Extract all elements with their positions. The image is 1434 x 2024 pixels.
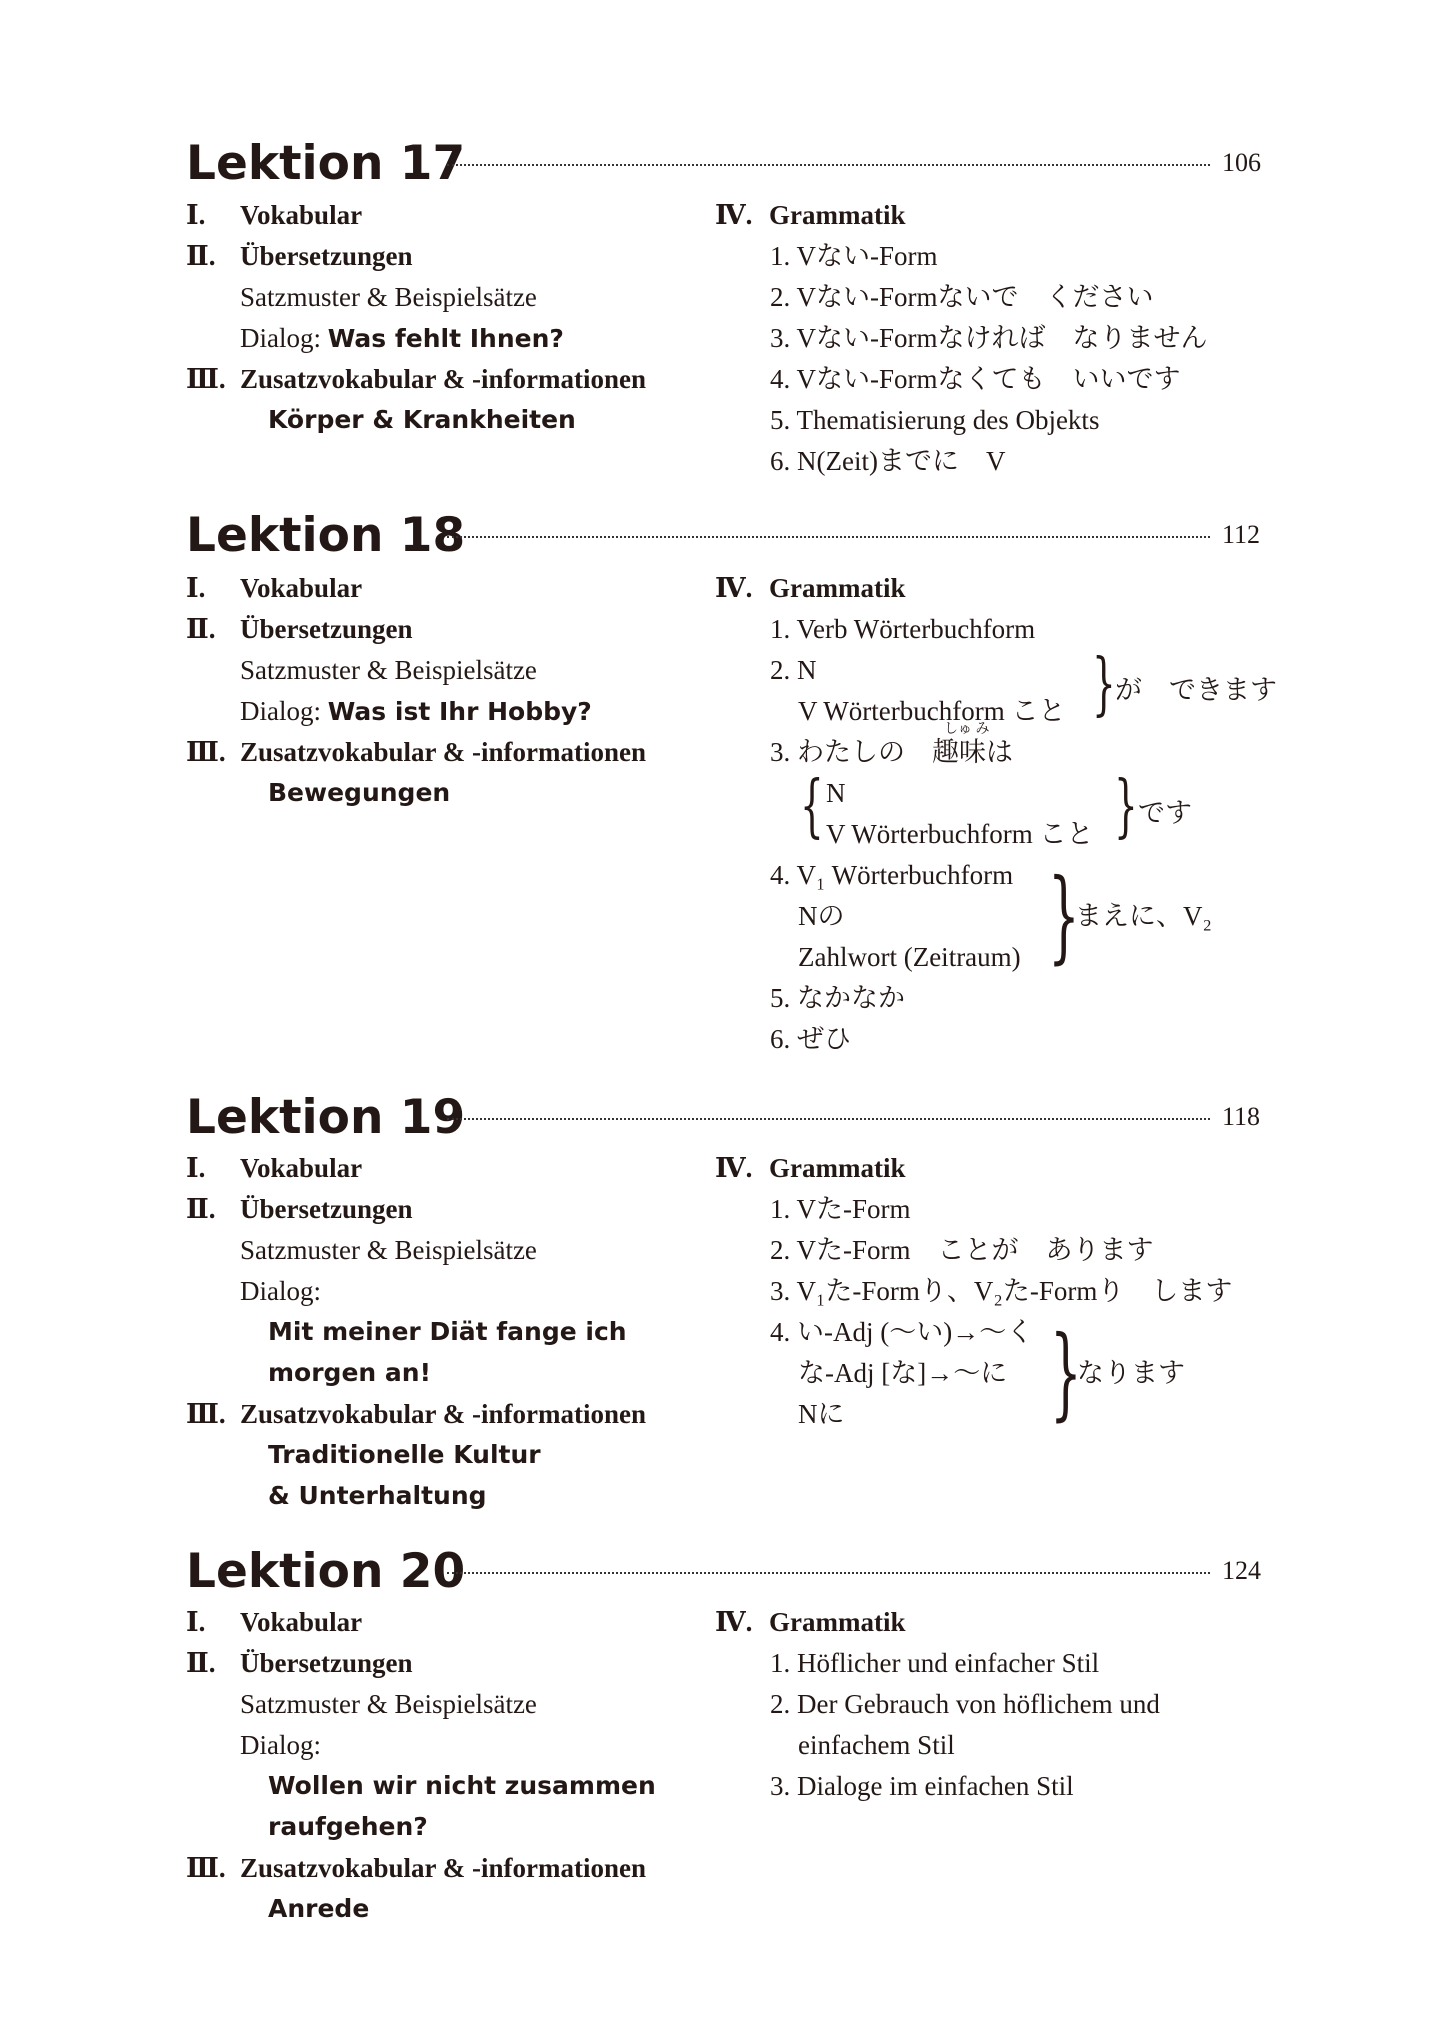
dialog-title: Was ist Ihr Hobby? <box>327 697 592 726</box>
dialog-title: raufgehen? <box>268 1812 428 1841</box>
zusatz-topic: Körper & Krankheiten <box>268 405 576 434</box>
lesson-title: Lektion 18 <box>186 508 466 563</box>
section-zusatz: Ⅲ. Zusatzvokabular & -informationen <box>186 737 647 767</box>
dot-leader <box>447 1572 1210 1574</box>
dialog-title: Wollen wir nicht zusammen <box>268 1771 656 1800</box>
section-zusatz: Ⅲ. Zusatzvokabular & -informationen <box>186 1853 647 1883</box>
grammar-item: 1. Verb Wörterbuchform <box>770 614 1036 644</box>
satzmuster-label: Satzmuster & Beispielsätze <box>240 1235 537 1265</box>
section-uebersetzungen: Ⅱ. Übersetzungen <box>186 1648 413 1678</box>
dot-leader <box>447 536 1210 538</box>
section-grammatik: Ⅳ. Grammatik <box>715 1607 906 1637</box>
brace-right: } <box>1048 857 1080 974</box>
lesson-title: Lektion 20 <box>186 1544 466 1599</box>
brace-left: { <box>800 767 824 846</box>
section-vokabular: Ⅰ. Vokabular <box>186 1153 363 1183</box>
dot-leader <box>447 164 1210 166</box>
section-vokabular: Ⅰ. Vokabular <box>186 573 363 603</box>
dialog-label: Dialog: <box>240 1730 321 1760</box>
grammar-item: 1. Vた-Form <box>770 1194 911 1224</box>
grammar-item: 3. Dialoge im einfachen Stil <box>770 1771 1074 1801</box>
dialog-line: Dialog: Was fehlt Ihnen? <box>240 323 564 353</box>
grammar-item: 1. Höflicher und einfacher Stil <box>770 1648 1100 1678</box>
grammar-item: です <box>1138 798 1192 828</box>
section-grammatik: Ⅳ. Grammatik <box>715 1153 906 1183</box>
dialog-line: Dialog: Was ist Ihr Hobby? <box>240 696 592 726</box>
grammar-item: Zahlwort (Zeitraum) <box>798 942 1021 972</box>
grammar-item: 6. N(Zeit)までに V <box>770 446 1006 476</box>
grammar-item: 2. N <box>770 655 817 685</box>
dialog-title: morgen an! <box>268 1358 431 1387</box>
page-number: 124 <box>1222 1556 1261 1585</box>
section-grammatik: Ⅳ. Grammatik <box>715 200 906 230</box>
grammar-item: まえに、V₂ <box>1075 901 1212 931</box>
dialog-label: Dialog: <box>240 1276 321 1306</box>
section-uebersetzungen: Ⅱ. Übersetzungen <box>186 614 413 644</box>
furigana: しゅ み <box>944 722 990 737</box>
zusatz-topic: & Unterhaltung <box>268 1481 487 1510</box>
dot-leader <box>447 1118 1210 1120</box>
grammar-item: な-Adj [な]→〜に <box>798 1358 1008 1388</box>
grammar-item: 2. Der Gebrauch von höflichem und <box>770 1689 1160 1719</box>
grammar-item: なります <box>1077 1358 1185 1388</box>
page-number: 106 <box>1222 148 1261 177</box>
grammar-item: einfachem Stil <box>798 1730 955 1760</box>
grammar-item: 5. Thematisierung des Objekts <box>770 405 1100 435</box>
section-vokabular: Ⅰ. Vokabular <box>186 200 363 230</box>
lesson-title: Lektion 19 <box>186 1090 466 1145</box>
grammar-item: 3. Vない-Formなければ なりません <box>770 323 1208 353</box>
grammar-item: 4. V₁ Wörterbuchform <box>770 860 1014 890</box>
grammar-item: 3. わたしの 趣味は <box>770 737 1013 767</box>
grammar-item: が できます <box>1115 675 1277 705</box>
satzmuster-label: Satzmuster & Beispielsätze <box>240 282 537 312</box>
zusatz-topic: Bewegungen <box>268 778 451 807</box>
brace-right: } <box>1092 645 1116 724</box>
section-grammatik: Ⅳ. Grammatik <box>715 573 906 603</box>
grammar-item: 5. なかなか <box>770 983 905 1013</box>
page-number: 118 <box>1222 1102 1261 1131</box>
grammar-item: N <box>826 778 846 808</box>
section-zusatz: Ⅲ. Zusatzvokabular & -informationen <box>186 1399 647 1429</box>
section-vokabular: Ⅰ. Vokabular <box>186 1607 363 1637</box>
grammar-item: 2. Vない-Formないで ください <box>770 282 1154 312</box>
section-zusatz: Ⅲ. Zusatzvokabular & -informationen <box>186 364 647 394</box>
grammar-item: 2. Vた-Form ことが あります <box>770 1235 1154 1265</box>
grammar-item: 1. Vない-Form <box>770 241 938 271</box>
lesson-title: Lektion 17 <box>186 136 466 191</box>
grammar-item: Nの <box>798 901 845 931</box>
section-uebersetzungen: Ⅱ. Übersetzungen <box>186 241 413 271</box>
zusatz-topic: Anrede <box>268 1894 370 1923</box>
grammar-item: 6. ぜひ <box>770 1024 851 1054</box>
brace-right: } <box>1050 1314 1082 1431</box>
grammar-item: 3. V₁た-Formり、V₂た-Formり します <box>770 1276 1233 1306</box>
dialog-title: Was fehlt Ihnen? <box>327 324 564 353</box>
grammar-item: Nに <box>798 1399 845 1429</box>
satzmuster-label: Satzmuster & Beispielsätze <box>240 655 537 685</box>
brace-right: } <box>1114 767 1138 846</box>
dialog-title: Mit meiner Diät fange ich <box>268 1317 627 1346</box>
satzmuster-label: Satzmuster & Beispielsätze <box>240 1689 537 1719</box>
zusatz-topic: Traditionelle Kultur <box>268 1440 541 1469</box>
grammar-item: V Wörterbuchform こと <box>798 696 1066 726</box>
section-uebersetzungen: Ⅱ. Übersetzungen <box>186 1194 413 1224</box>
grammar-item: 4. Vない-Formなくても いいです <box>770 364 1181 394</box>
page-number: 112 <box>1222 520 1261 549</box>
grammar-item: V Wörterbuchform こと <box>826 819 1094 849</box>
grammar-item: 4. い-Adj (〜い)→〜く <box>770 1317 1034 1347</box>
